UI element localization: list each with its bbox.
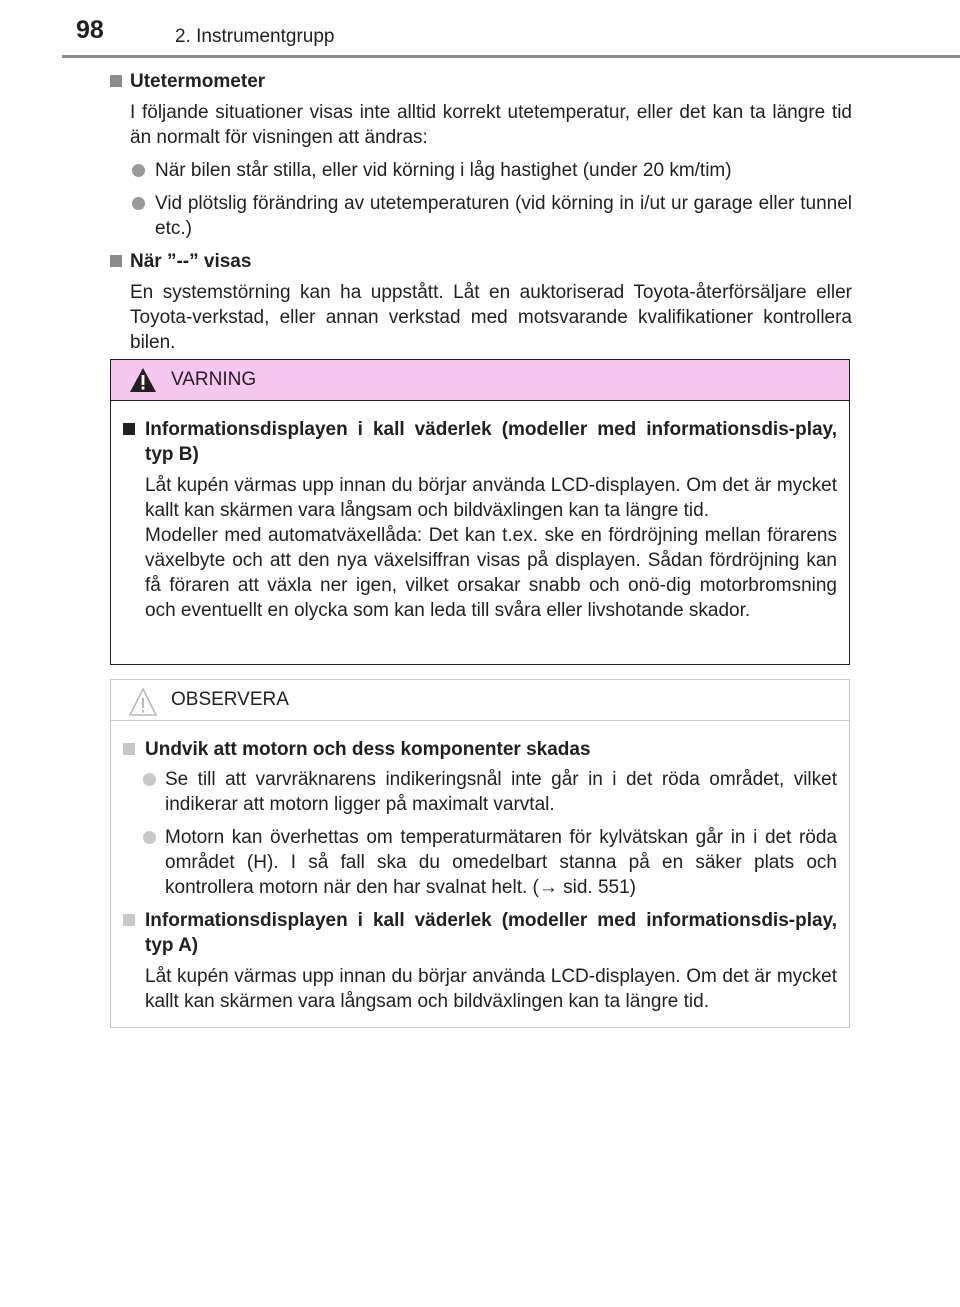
notice-box (110, 679, 850, 1028)
notice-label: OBSERVERA (171, 689, 289, 710)
warning-text: Låt kupén värmas upp innan du börjar använda LCD-displayen. Om det är mycket kallt kan skärmen vara långsam och bildväxlingen kan ta längre tid. (145, 475, 837, 521)
list-item: Motorn kan överhettas om temperaturmätaren för kylvätskan går in i det röda området (H). I så fall ska du omedelbart stanna på en säker plats och kontrollera motorn när den har svalnat helt. (→ sid. 551) (123, 825, 837, 900)
section-heading: Utetermometer (110, 69, 852, 94)
square-bullet-icon (110, 75, 122, 87)
page-header (0, 0, 960, 60)
section-heading: När ”--” visas (110, 249, 852, 274)
square-bullet-icon (110, 255, 122, 267)
section-text: En systemstörning kan ha uppstått. Låt en auktoriserad Toyota-återförsäljare eller Toyota-verkstad, eller annan verkstad med motsvarande kvalifikationer kontrollera bilen. (130, 282, 852, 353)
caution-triangle-icon (129, 687, 157, 717)
square-bullet-icon (123, 423, 135, 435)
notice-text: Låt kupén värmas upp innan du börjar använda LCD-displayen. Om det är mycket kallt kan skärmen vara långsam och bildväxlingen kan ta längre tid. (145, 966, 837, 1012)
square-bullet-icon (123, 914, 135, 926)
section-outdoor-thermometer (110, 69, 852, 355)
warning-triangle-icon (129, 367, 157, 393)
circle-bullet-icon (132, 197, 145, 210)
warning-text: Modeller med automatväxellåda: Det kan t.ex. ske en fördröjning mellan förarens växelbyte och att den nya växelsiffran visas på displayen. Sådan fördröjning kan få föraren att växla ner igen, vilket orsakar snabb och onö-dig motorbromsning och eventuellt en olycka som kan leda till svåra eller livshotande skador. (145, 525, 837, 621)
notice-heading: Undvik att motorn och dess komponenter skadas (123, 737, 837, 762)
circle-bullet-icon (132, 164, 145, 177)
warning-heading: Informationsdisplayen i kall väderlek (modeller med informationsdis-play, typ B) (123, 417, 837, 467)
list-item: När bilen står stilla, eller vid körning i låg hastighet (under 20 km/tim) (110, 158, 852, 183)
list-item: Vid plötslig förändring av utetemperaturen (vid körning in i/ut ur garage eller tunnel etc.) (110, 191, 852, 241)
header-divider (62, 55, 960, 58)
notice-box-body (111, 721, 849, 1030)
square-bullet-icon (123, 743, 135, 755)
circle-bullet-icon (143, 773, 156, 786)
warning-box (110, 359, 850, 665)
page-number: 98 (76, 16, 104, 44)
warning-label: VARNING (171, 369, 257, 390)
warning-box-header (111, 360, 849, 401)
chapter-title: 2. Instrumentgrupp (175, 26, 335, 47)
section-intro: I följande situationer visas inte alltid korrekt utetemperatur, eller det kan ta längre tid än normalt för visningen att ändras: (130, 102, 852, 148)
circle-bullet-icon (143, 831, 156, 844)
list-item: Se till att varvräknarens indikeringsnål inte går in i det röda området, vilket indikerar att motorn ligger på maximalt varvtal. (123, 767, 837, 817)
warning-box-body (111, 401, 849, 639)
notice-box-header (111, 680, 849, 721)
notice-heading: Informationsdisplayen i kall väderlek (modeller med informationsdis-play, typ A) (123, 908, 837, 958)
